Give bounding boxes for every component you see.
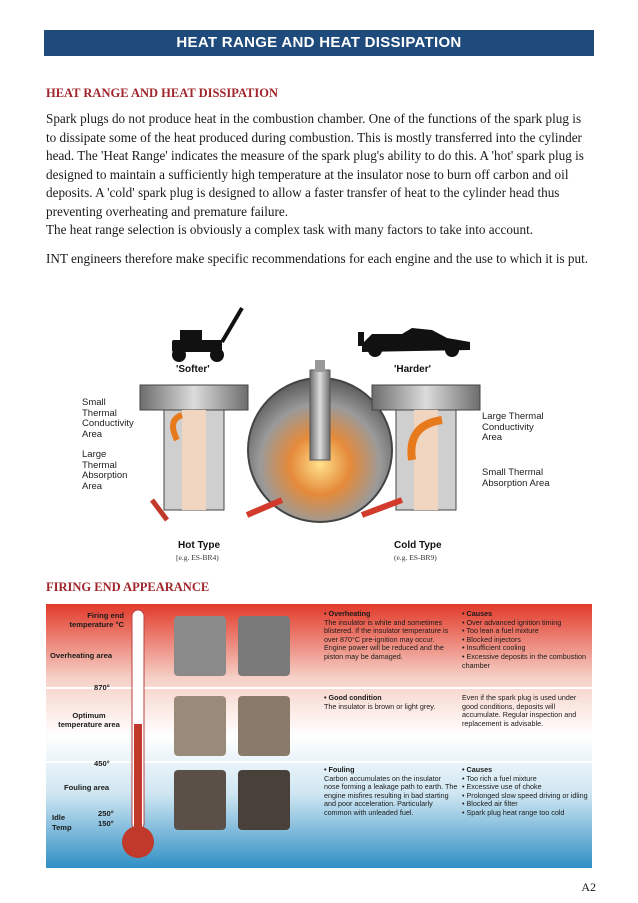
- thermometer-bulb: [122, 826, 154, 858]
- overheating-causes-title: • Causes: [462, 609, 493, 618]
- fouling-cause: • Blocked air filter: [462, 799, 518, 809]
- overheating-causes-cell: [462, 610, 590, 670]
- paragraph-selection: The heat range selection is obviously a complex task with many factors to take into account.: [46, 222, 534, 237]
- fouling-causes-title: • Causes: [462, 765, 493, 774]
- cold-type-example: (e.g. ES-BR9): [394, 553, 437, 562]
- temp-450-label: 450°: [94, 759, 110, 768]
- overheating-cause: • Insufficient cooling: [462, 643, 526, 653]
- fouling-cause: • Excessive use of choke: [462, 782, 542, 792]
- fouling-cell: [324, 766, 458, 818]
- thermometer-mercury: [134, 724, 142, 832]
- fouling-cause: • Too rich a fuel mixture: [462, 773, 537, 783]
- hot-type-label: Hot Type: [178, 540, 221, 551]
- fouling-causes-cell: [462, 766, 590, 818]
- hot-type-plug: [140, 385, 248, 520]
- page-number: A2: [581, 880, 596, 894]
- good-condition-cell: [324, 694, 458, 711]
- center-plug: [310, 370, 330, 460]
- fouling-description: Carbon accumulates on the insulator nose forming a leakage path to earth. The engine misfires resulting in bad starting and poor acceleration. Particularly common with unleaded fuel.: [324, 773, 458, 817]
- good-description: The insulator is brown or light grey.: [324, 701, 436, 711]
- hot-type-example: [e.g. ES-BR4): [176, 553, 219, 562]
- harder-label: 'Harder': [394, 364, 431, 375]
- overheating-cause: • Too lean a fuel mixture: [462, 626, 539, 636]
- optimum-area-label: Optimum temperature area: [58, 711, 120, 729]
- paragraph-recommendations: INT engineers therefore make specific recommendations for each engine and the use to which it is put.: [46, 251, 589, 266]
- temp-label: Temp: [52, 823, 72, 832]
- fouling-cause: • Prolonged slow speed driving or idling: [462, 790, 588, 800]
- page-banner-title: HEAT RANGE AND HEAT DISSIPATION: [44, 30, 594, 56]
- paragraph-intro: Spark plugs do not produce heat in the combustion chamber. One of the functions of the spark plug is to dissipate some of the heat produced during combustion. This is mostly transferred into the cylinder head. The 'Heat Range' indicates the measure of the spark plug's ability to do this. A 'hot' spark plug is designed to maintain a sufficiently high temperature at the insulator nose to burn off carbon and oil deposits. A 'cold' spark plug is designed to allow a faster transfer of heat to the cylinder head thus preventing overheating and premature failure.: [46, 111, 584, 219]
- right-small-thermal-label: Small Thermal Absorption Area: [482, 467, 550, 489]
- firing-end-chart: [46, 604, 592, 868]
- fouling-cause: • Spark plug heat range too cold: [462, 807, 565, 817]
- good-note: Even if the spark plug is used under good conditions, deposits will accumulate. Regular inspection and replacement is advisable.: [462, 693, 577, 728]
- temp-250-label: 250°: [98, 809, 114, 818]
- section-heading-heat-range: HEAT RANGE AND HEAT DISSIPATION: [46, 86, 278, 100]
- overheating-area-label: Overheating area: [50, 651, 113, 660]
- racing-car-icon: [358, 328, 470, 357]
- overheating-cause: • Blocked injectors: [462, 634, 521, 644]
- overheating-description: The insulator is white and sometimes blistered. If the insulator temperature is over 870°C pre-ignition may occur. Engine power will be reduced and the piston may be damaged.: [324, 617, 449, 661]
- overheating-cause: • Over advanced ignition timing: [462, 617, 562, 627]
- idle-label: Idle: [52, 813, 66, 822]
- fouling-condition: • Fouling: [324, 765, 355, 774]
- left-large-thermal-label: Large Thermal Absorption Area: [82, 449, 128, 492]
- section-heading-firing-end: FIRING END APPEARANCE: [46, 580, 210, 594]
- cold-type-label: Cold Type: [394, 540, 442, 551]
- left-small-thermal-label: Small Thermal Conductivity Area: [82, 397, 134, 440]
- overheating-cause: • Excessive deposits in the combustion chamber: [462, 651, 586, 670]
- temp-870-label: 870°: [94, 683, 110, 692]
- overheating-condition: • Overheating: [324, 609, 371, 618]
- overheating-cell: [324, 610, 458, 662]
- softer-label: 'Softer': [176, 364, 210, 375]
- fouling-area-label: Fouling area: [64, 783, 110, 792]
- scale-title: Firing end temperature °C: [69, 611, 124, 629]
- temp-150-label: 150°: [98, 819, 114, 828]
- heat-range-diagram: [72, 300, 572, 570]
- right-large-thermal-label: Large Thermal Conductivity Area: [482, 411, 544, 443]
- lawnmower-icon: [172, 308, 242, 362]
- good-condition: • Good condition: [324, 693, 382, 702]
